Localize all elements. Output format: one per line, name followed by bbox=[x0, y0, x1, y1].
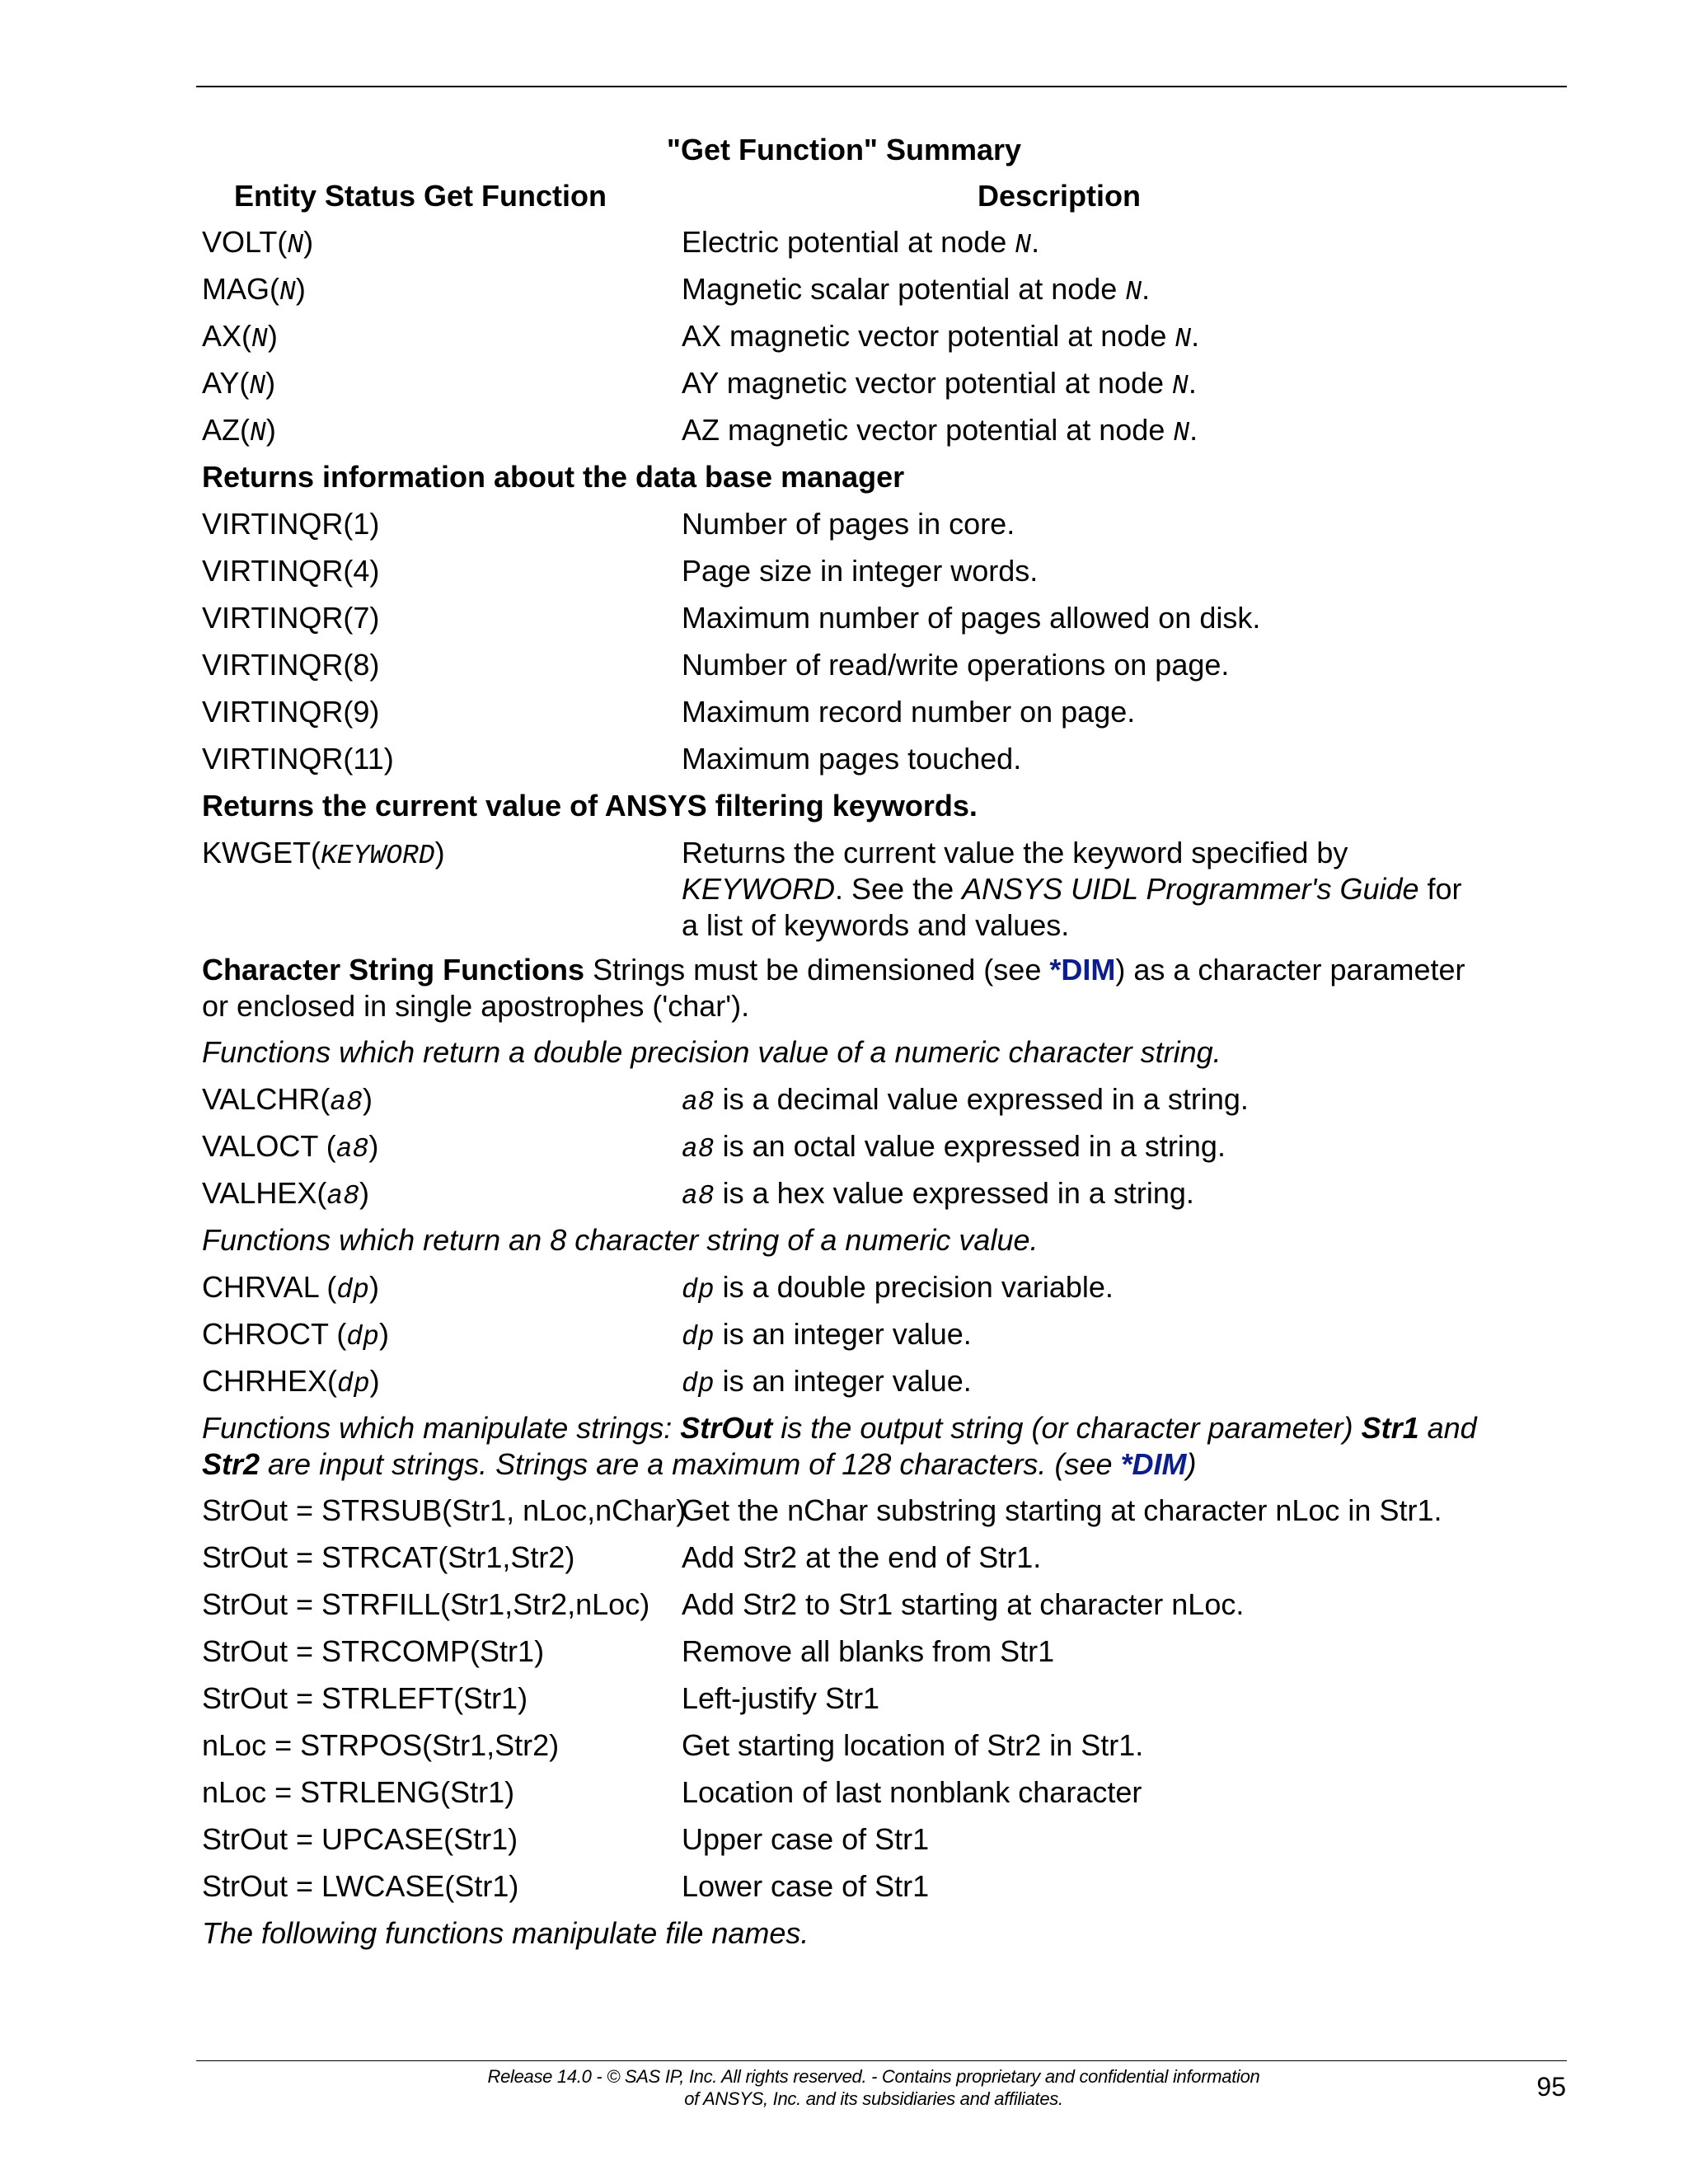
function-cell: CHRHEX(dp) bbox=[202, 1364, 380, 1399]
footer-copyright: Release 14.0 - © SAS IP, Inc. All rights reserved. - Contains proprietary and confidential information of ANSYS, Inc. and its subsidiaries and affiliates. bbox=[487, 2066, 1260, 2109]
description-cell: Upper case of Str1 bbox=[682, 1822, 930, 1856]
description-cell: Electric potential at node N. bbox=[682, 225, 1040, 260]
function-cell: AX(N) bbox=[202, 319, 278, 354]
description-cell: Left-justify Str1 bbox=[682, 1681, 880, 1715]
description-cell: Maximum record number on page. bbox=[682, 695, 1136, 729]
description-cell: Get the nChar substring starting at character nLoc in Str1. bbox=[682, 1493, 1442, 1527]
function-cell: StrOut = STRCAT(Str1,Str2) bbox=[202, 1540, 575, 1574]
description-cell: Location of last nonblank character bbox=[682, 1775, 1142, 1809]
footer-rule bbox=[196, 2060, 1567, 2061]
description-cell: dp is an integer value. bbox=[682, 1364, 972, 1399]
function-cell: AY(N) bbox=[202, 366, 276, 401]
description-cell: Page size in integer words. bbox=[682, 554, 1039, 588]
function-cell: VALCHR(a8) bbox=[202, 1082, 373, 1118]
function-cell: StrOut = LWCASE(Str1) bbox=[202, 1869, 519, 1903]
description-cell: Magnetic scalar potential at node N. bbox=[682, 272, 1151, 307]
description-cell: AX magnetic vector potential at node N. bbox=[682, 319, 1200, 354]
description-cell: Add Str2 to Str1 starting at character nLoc. bbox=[682, 1587, 1245, 1621]
description-cell: a8 is an octal value expressed in a string. bbox=[682, 1129, 1226, 1165]
function-cell: StrOut = UPCASE(Str1) bbox=[202, 1822, 518, 1856]
dim-link[interactable]: *DIM bbox=[1049, 953, 1116, 987]
description-cell: dp is an integer value. bbox=[682, 1317, 972, 1352]
description-cell: Number of read/write operations on page. bbox=[682, 648, 1230, 682]
function-cell: VIRTINQR(4) bbox=[202, 554, 380, 588]
dim-link[interactable]: *DIM bbox=[1120, 1447, 1187, 1481]
table-caption: "Get Function" Summary bbox=[666, 133, 1022, 166]
column-header-description: Description bbox=[977, 179, 1142, 213]
function-cell: StrOut = STRLEFT(Str1) bbox=[202, 1681, 528, 1715]
function-cell: StrOut = STRFILL(Str1,Str2,nLoc) bbox=[202, 1587, 650, 1621]
character-string-intro: Character String Functions Strings must be dimensioned (see *DIM) as a character parameter or enclosed in single apostrophes ('char'). bbox=[202, 953, 1465, 1023]
function-cell: nLoc = STRLENG(Str1) bbox=[202, 1775, 515, 1809]
description-cell: a8 is a decimal value expressed in a string. bbox=[682, 1082, 1249, 1118]
description-cell: Maximum number of pages allowed on disk. bbox=[682, 601, 1261, 635]
description-cell: Number of pages in core. bbox=[682, 507, 1015, 541]
section-heading-filtering-keywords: Returns the current value of ANSYS filtering keywords. bbox=[202, 789, 978, 823]
function-cell: VALHEX(a8) bbox=[202, 1176, 369, 1212]
description-cell: a8 is a hex value expressed in a string. bbox=[682, 1176, 1194, 1212]
function-cell: KWGET(KEYWORD) bbox=[202, 836, 445, 871]
description-cell: Add Str2 at the end of Str1. bbox=[682, 1540, 1042, 1574]
function-cell: VOLT(N) bbox=[202, 225, 314, 260]
function-cell: VIRTINQR(11) bbox=[202, 742, 394, 776]
subheading-numeric-values: Functions which return a double precision value of a numeric character string. bbox=[202, 1035, 1221, 1069]
subheading-string-manipulation: Functions which manipulate strings: StrOut is the output string (or character parameter) Str1 and Str2 are input strings. Strings are a maximum of 128 characters. (see *DIM) bbox=[202, 1411, 1477, 1481]
function-cell: CHRVAL (dp) bbox=[202, 1270, 379, 1305]
function-cell: MAG(N) bbox=[202, 272, 306, 307]
description-cell: Remove all blanks from Str1 bbox=[682, 1634, 1055, 1668]
page-number: 95 bbox=[1536, 2072, 1566, 2102]
description-cell: Returns the current value the keyword specified by KEYWORD. See the ANSYS UIDL Programmer's Guide for a list of keywords and values. bbox=[682, 836, 1462, 942]
function-cell: CHROCT (dp) bbox=[202, 1317, 389, 1352]
subheading-character-values: Functions which return an 8 character string of a numeric value. bbox=[202, 1223, 1039, 1257]
function-cell: nLoc = STRPOS(Str1,Str2) bbox=[202, 1728, 560, 1762]
column-header-function: Entity Status Get Function bbox=[233, 179, 607, 213]
function-cell: VIRTINQR(9) bbox=[202, 695, 380, 729]
description-cell: Lower case of Str1 bbox=[682, 1869, 930, 1903]
description-cell: AY magnetic vector potential at node N. bbox=[682, 366, 1197, 401]
function-cell: VIRTINQR(1) bbox=[202, 507, 380, 541]
function-cell: StrOut = STRSUB(Str1, nLoc,nChar) bbox=[202, 1493, 687, 1527]
description-cell: AZ magnetic vector potential at node N. bbox=[682, 413, 1198, 448]
function-cell: AZ(N) bbox=[202, 413, 276, 448]
function-cell: VIRTINQR(8) bbox=[202, 648, 380, 682]
description-cell: Get starting location of Str2 in Str1. bbox=[682, 1728, 1144, 1762]
subheading-file-names: The following functions manipulate file names. bbox=[202, 1916, 809, 1950]
header-rule bbox=[196, 86, 1567, 87]
function-cell: VIRTINQR(7) bbox=[202, 601, 380, 635]
function-cell: StrOut = STRCOMP(Str1) bbox=[202, 1634, 545, 1668]
description-cell: Maximum pages touched. bbox=[682, 742, 1022, 776]
function-cell: VALOCT (a8) bbox=[202, 1129, 379, 1165]
description-cell: dp is a double precision variable. bbox=[682, 1270, 1114, 1305]
section-heading-database-manager: Returns information about the data base manager bbox=[202, 460, 905, 494]
